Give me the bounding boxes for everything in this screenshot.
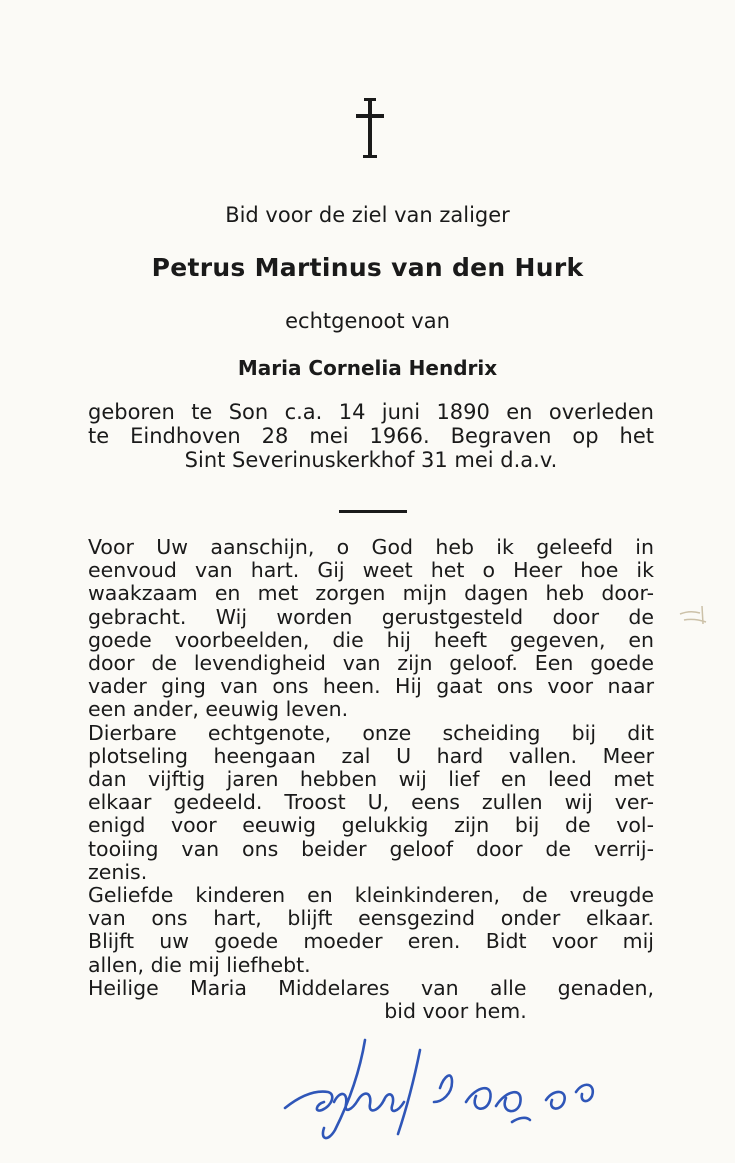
details-line: te Eindhoven 28 mei 1966. Begraven op het xyxy=(88,424,654,448)
text-line: vader ging van ons heen. Hij gaat ons voor naar xyxy=(88,674,654,699)
text-line: zenis. xyxy=(88,859,148,884)
text-line: Geliefde kinderen en kleinkinderen, de vreugde xyxy=(88,883,654,908)
text-line: Blijft uw goede moeder eren. Bidt voor mij xyxy=(88,929,654,954)
text-line: tooiing van ons beider geloof door de verrij- xyxy=(88,836,654,861)
text-line: eenvoud van hart. Gij weet het o Heer hoe ik xyxy=(88,558,654,583)
text-line: Dierbare echtgenote, onze scheiding bij dit xyxy=(88,720,654,745)
text-line: goede voorbeelden, die hij heeft gegeven, en xyxy=(88,627,654,652)
deceased-name: Petrus Martinus van den Hurk xyxy=(151,253,584,282)
text-line: Heilige Maria Middelares van alle genaden, xyxy=(88,975,654,1000)
prayer-heading: Bid voor de ziel van zaliger xyxy=(225,203,510,227)
text-line: enigd voor eeuwig gelukkig zijn bij de vol- xyxy=(88,813,654,838)
birth-death-details xyxy=(88,400,654,472)
paper-smudge xyxy=(676,600,716,630)
spouse-name: Maria Cornelia Hendrix xyxy=(237,356,498,380)
text-line: door de levendigheid van zijn geloof. Een goede xyxy=(88,651,654,676)
text-line: bid voor hem. xyxy=(384,999,527,1024)
details-line: Sint Severinuskerkhof 31 mei d.a.v. xyxy=(184,448,558,472)
memorial-text xyxy=(88,535,654,1024)
handwritten-signature xyxy=(280,1030,610,1150)
details-line: geboren te Son c.a. 14 juni 1890 en overleden xyxy=(88,400,654,424)
divider xyxy=(339,510,407,513)
text-line: elkaar gedeeld. Troost U, eens zullen wij ver- xyxy=(88,790,654,815)
text-line: plotseling heengaan zal U hard vallen. Meer xyxy=(88,743,654,768)
text-line: dan vijftig jaren hebben wij lief en leed met xyxy=(88,767,654,792)
text-line: waakzaam en met zorgen mijn dagen heb door- xyxy=(88,581,654,606)
cross-icon xyxy=(350,96,390,160)
text-line: Voor Uw aanschijn, o God heb ik geleefd in xyxy=(88,535,654,559)
text-line: een ander, eeuwig leven. xyxy=(88,697,349,722)
text-line: gebracht. Wij worden gerustgesteld door de xyxy=(88,604,654,629)
text-line: allen, die mij liefhebt. xyxy=(88,952,311,977)
spouse-label: echtgenoot van xyxy=(285,309,450,333)
text-line: van ons hart, blijft eensgezind onder elkaar. xyxy=(88,906,654,931)
